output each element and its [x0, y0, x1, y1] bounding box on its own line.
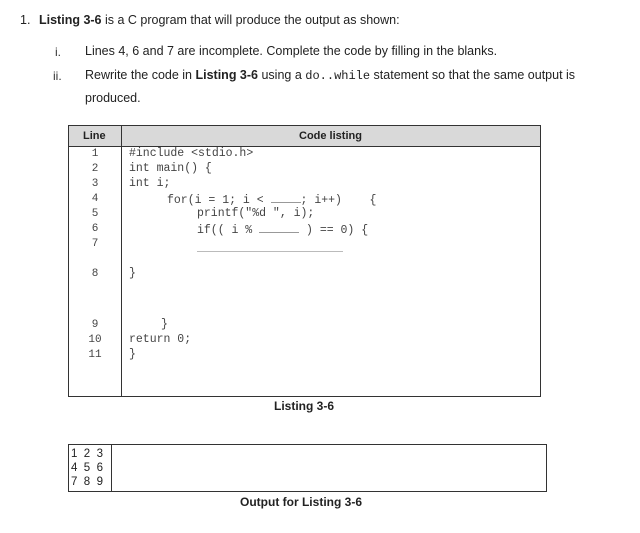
code-line: int i;	[129, 177, 171, 190]
code-line: #include <stdio.h>	[129, 147, 254, 160]
header-code-listing: Code listing	[299, 130, 362, 142]
fill-blank-line-7	[197, 251, 343, 252]
code-line: printf("%d ", i);	[197, 207, 315, 220]
code-line-6	[197, 222, 368, 237]
subpart-i-text: Lines 4, 6 and 7 are incomplete. Complete the code by filling in the blanks.	[85, 44, 498, 58]
code-line-4-part-a: for(i = 1; i <	[167, 194, 271, 207]
subpart-ii-text	[85, 68, 575, 83]
code-line-6-part-a: if(( i %	[197, 224, 260, 237]
code-line-4-part-b: ; i++) {	[300, 194, 377, 207]
question-number: 1.	[20, 13, 31, 27]
listing-caption: Listing 3-6	[274, 399, 335, 413]
subpart-ii-text-line2: produced.	[85, 91, 141, 105]
subpart-ii-post: statement so that the same output is	[370, 68, 576, 82]
subpart-ii-listing-ref: Listing 3-6	[195, 68, 258, 82]
line-number: 2	[91, 163, 99, 175]
question-text	[39, 13, 400, 27]
line-number: 3	[91, 178, 99, 190]
code-listing-table	[68, 125, 541, 397]
line-number: 9	[91, 319, 99, 331]
line-number: 8	[91, 268, 99, 280]
output-line: 1 2 3	[71, 448, 103, 460]
subpart-ii-number: ii.	[53, 69, 62, 83]
output-box	[68, 444, 547, 492]
code-line: }	[129, 348, 136, 361]
line-number: 7	[91, 238, 99, 250]
line-number: 6	[91, 223, 99, 235]
code-line: return 0;	[129, 333, 192, 346]
subpart-i-number: i.	[55, 45, 61, 59]
line-number: 11	[88, 349, 102, 361]
code-line-4	[167, 192, 376, 207]
listing-ref: Listing 3-6	[39, 13, 102, 27]
code-line-6-part-b: ) == 0) {	[299, 224, 369, 237]
column-divider	[121, 126, 122, 396]
line-number: 5	[91, 208, 99, 220]
code-line: }	[129, 267, 136, 280]
code-table-header	[69, 126, 540, 147]
line-number: 1	[91, 148, 99, 160]
question-text-rest: is a C program that will produce the output as shown:	[101, 13, 400, 27]
output-line: 4 5 6	[71, 462, 103, 474]
output-caption: Output for Listing 3-6	[240, 495, 362, 509]
code-line: int main() {	[129, 162, 212, 175]
output-line: 7 8 9	[71, 476, 103, 488]
header-line: Line	[83, 130, 106, 142]
code-line: }	[161, 318, 168, 331]
subpart-ii-mid: using a	[258, 68, 306, 82]
subpart-ii-code: do..while	[305, 69, 371, 83]
subpart-ii-pre: Rewrite the code in	[85, 68, 196, 82]
fill-blank	[271, 192, 301, 203]
line-number: 4	[91, 193, 99, 205]
line-number: 10	[88, 334, 102, 346]
fill-blank	[259, 222, 299, 233]
